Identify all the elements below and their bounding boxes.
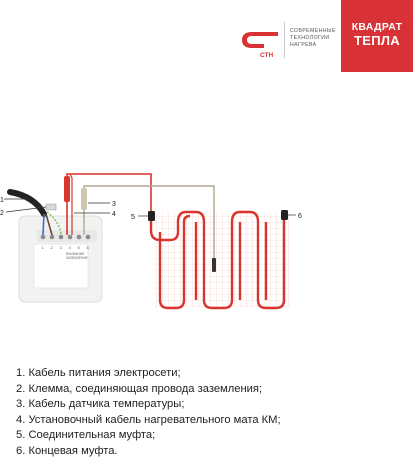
legend-item: 4. Установочный кабель нагревательного мата КМ; xyxy=(16,413,281,429)
wiring-diagram xyxy=(0,150,413,320)
lead-sleeve xyxy=(64,176,70,202)
thermostat xyxy=(19,216,102,302)
legend-item: 3. Кабель датчика температуры; xyxy=(16,397,281,413)
cth-logo-icon xyxy=(238,26,282,58)
callout-label: 4 xyxy=(112,211,116,218)
connection-coupling xyxy=(148,211,155,221)
sensor-sleeve xyxy=(81,188,87,210)
legend-item: 1. Кабель питания электросети; xyxy=(16,366,281,382)
brand-tagline xyxy=(290,28,336,49)
kvadrat-tepla-badge[interactable] xyxy=(341,0,413,72)
legend-list xyxy=(16,366,281,459)
callout-label: 5 xyxy=(131,214,135,221)
terminal-label: 4 xyxy=(69,245,72,250)
brand-line: НАГРЕВА xyxy=(290,42,336,49)
terminal-label: 1 xyxy=(42,245,45,250)
brand-separator xyxy=(284,22,285,58)
thermostat-note: ЗАЗЕМЛЕНИЕ xyxy=(66,256,88,260)
brand-logo-block xyxy=(238,22,338,62)
badge-line-2: ТЕПЛА xyxy=(341,33,413,48)
thermostat-note: ВНИМАНИЕ xyxy=(66,252,84,256)
brand-line: ТЕХНОЛОГИИ xyxy=(290,35,336,42)
callout-label: 3 xyxy=(112,201,116,208)
callout-label: 6 xyxy=(298,213,302,220)
ground-clamp xyxy=(46,204,56,210)
legend-item: 5. Соединительная муфта; xyxy=(16,428,281,444)
terminal-label: 6 xyxy=(87,245,90,250)
end-coupling xyxy=(281,210,288,220)
legend-item: 2. Клемма, соединяющая провода заземления; xyxy=(16,382,281,398)
brand-logo-text: СТН xyxy=(260,52,274,58)
header xyxy=(0,0,413,82)
mat-mesh xyxy=(155,212,290,307)
brand-line: СОВРЕМЕННЫЕ xyxy=(290,28,336,35)
badge-line-1: КВАДРАТ xyxy=(341,21,413,33)
callout-label: 2 xyxy=(0,210,4,217)
temperature-sensor xyxy=(212,258,216,272)
callout-label: 1 xyxy=(0,197,4,204)
legend-item: 6. Концевая муфта. xyxy=(16,444,281,459)
terminal-label: 5 xyxy=(78,245,81,250)
terminal-label: 2 xyxy=(51,245,54,250)
terminal-label: 3 xyxy=(60,245,63,250)
